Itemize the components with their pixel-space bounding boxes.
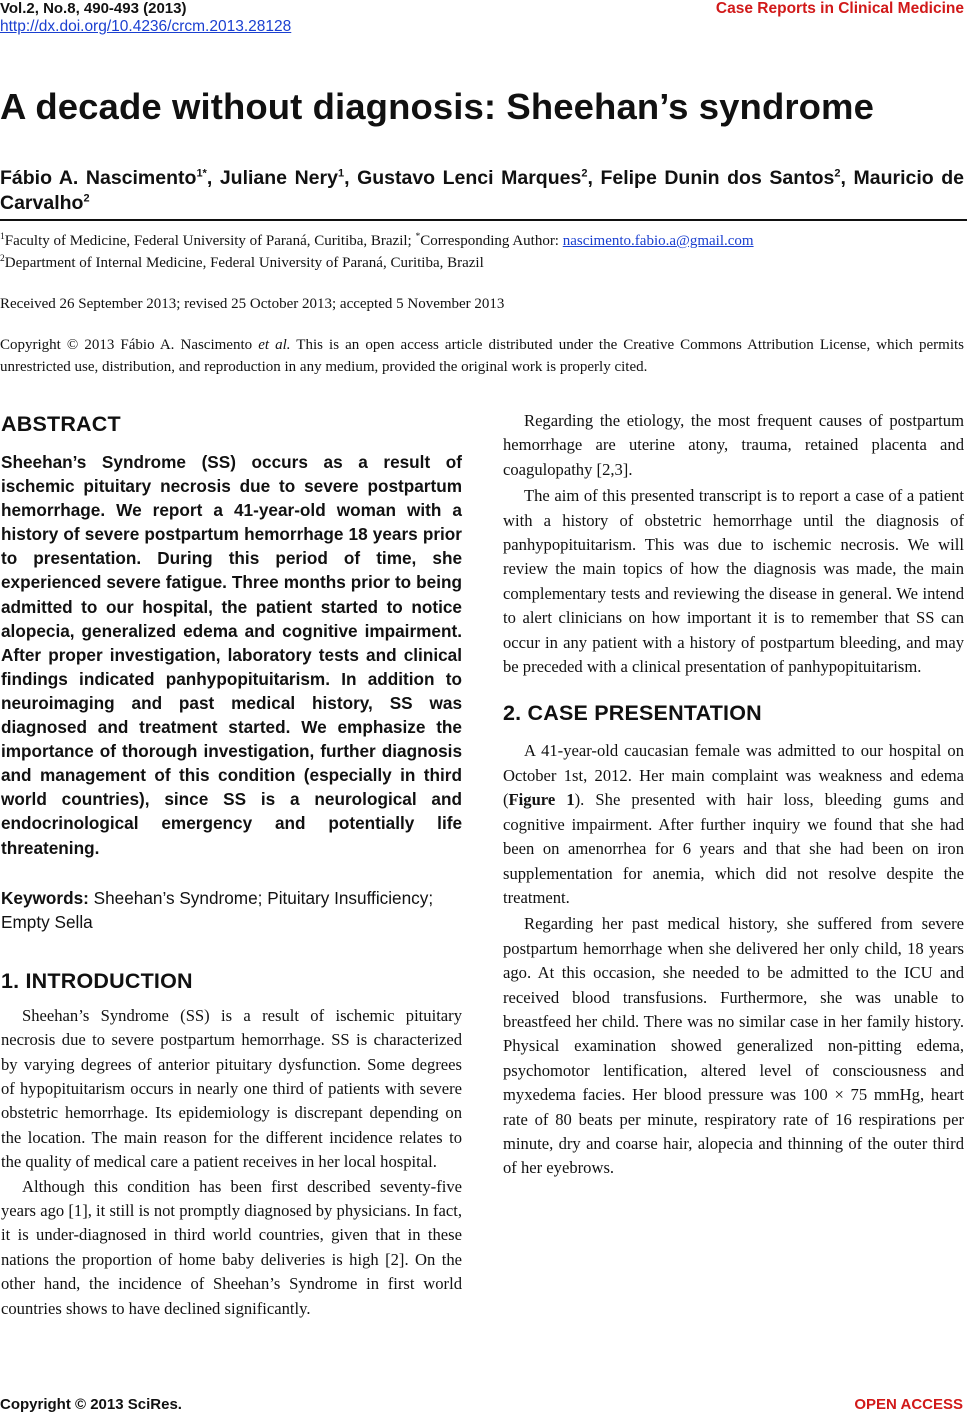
author-name: Fábio A. Nascimento: [0, 167, 197, 189]
abstract-heading: ABSTRACT: [1, 412, 121, 436]
figure-1-reference[interactable]: Figure 1: [508, 790, 575, 810]
affiliation-2: [0, 252, 484, 274]
citation-line: Vol.2, No.8, 490-493 (2013): [0, 0, 187, 17]
author-name: Felipe Dunin dos Santos: [600, 167, 835, 189]
affiliation-2-marker: 2: [0, 254, 5, 264]
copyright-notice-post: This is an open access article distributed under the Creative Commons Attribution License, which permits unrestricted use, distribution, and reproduction in any medium, provided the original work is properly cited.: [0, 337, 964, 375]
copyright-notice-etal: et al.: [258, 337, 291, 353]
footer-copyright: Copyright © 2013 SciRes.: [0, 1396, 182, 1413]
intro-paragraph-1: Sheehan’s Syndrome (SS) is a result of ischemic pituitary necrosis due to severe postpartum hemorrhage. SS is characterized by varying degrees of anterior pituitary dysfunction. Some degrees of hypopituitarism occurs in nearly one third of patients with severe obstetric hemorrhage. Its epidemiology is discrepant depending on the location. The main reason for the different incidence relates to the quality of medical care a patient receives in her local hospital.: [1, 1005, 462, 1172]
author-affiliation-marker: 2: [581, 167, 588, 180]
author-name: Juliane Nery: [219, 167, 338, 189]
author-separator: ,: [587, 167, 601, 189]
author-affiliation-marker: 2: [834, 167, 841, 180]
intro-paragraph-2-start: Although this condition has been first described seventy-five years ago [1], it still is not promptly diagnosed by physicians. In fact, it is under-diagnosed in third world countries, given that in these nations the proportion of home baby deliveries is high [2]. On the other hand, the incidence of Sheehan’s Syndrome in first world countries shows to have declined significantly.: [1, 1176, 462, 1318]
left-column: [1, 409, 462, 1321]
case-paragraph-1-pre: A 41-year-old caucasian female was admitted to our hospital on October 1st, 2012. Her main complaint was weakness and edema (: [503, 741, 964, 810]
case-paragraph-1: [503, 739, 964, 910]
keywords-label: Keywords:: [1, 887, 89, 908]
footer-open-access: OPEN ACCESS: [854, 1396, 963, 1413]
author-separator: ,: [206, 167, 220, 189]
intro-paragraph-4: The aim of this presented transcript is to report a case of a patient with a history of obstetric hemorrhage until the diagnosis of panhypopituitarism. This was due to ischemic necrosis. We will review the main topics of how the diagnosis was made, the main complementary tests and reviewing the disease in general. We intend to alert clinicians on how important it is to remember that SS can occur in any patient with a history of postpartum bleeding, and may be preceded with a clinical presentation of panhypopituitarism.: [503, 486, 964, 677]
author-list: [0, 166, 964, 216]
introduction-heading: 1. INTRODUCTION: [1, 968, 193, 993]
copyright-notice: [0, 334, 964, 378]
author-separator: ,: [840, 167, 854, 189]
case-paragraph-1-post: ). She presented with hair loss, bleeding gums and cognitive impairment. After further inquiry we found that she had been on amenorrhea for 6 years and that she had been on iron supplementation for anemia, which did not resolve despite the treatment.: [503, 790, 964, 907]
abstract-text: Sheehan’s Syndrome (SS) occurs as a result of ischemic pituitary necrosis due to severe postpartum hemorrhage. We report a 41-year-old woman with a history of severe postpartum hemorrhage 18 years prior to presentation. During this period of time, she experienced severe fatigue. Three months prior to being admitted to our hospital, the patient started to notice alopecia, generalized edema and cognitive impairment. After proper investigation, laboratory tests and clinical findings indicated panhypopituitarism. In addition to neuroimaging and past medical history, SS was diagnosed and treatment started. We emphasize the importance of thorough investigation, further diagnosis and management of this condition (especially in third world countries), since SS is a neurological and endocrinological emergency and potentially life threatening.: [1, 452, 462, 858]
affiliation-1-text: Faculty of Medicine, Federal University of Paraná, Curitiba, Brazil;: [4, 233, 416, 249]
case-presentation-heading: 2. CASE PRESENTATION: [503, 701, 762, 726]
corresponding-label: Corresponding Author:: [420, 233, 563, 249]
right-column: [503, 409, 964, 1181]
journal-name: Case Reports in Clinical Medicine: [715, 0, 964, 17]
title-divider: [0, 219, 967, 221]
author-affiliation-marker: 2: [83, 192, 90, 205]
affiliation-1-marker: 1: [0, 232, 5, 242]
keywords: [1, 886, 462, 934]
article-title: A decade without diagnosis: Sheehan’s syndrome: [0, 86, 875, 127]
affiliation-2-text: Department of Internal Medicine, Federal University of Paraná, Curitiba, Brazil: [4, 255, 484, 271]
copyright-notice-pre: Copyright © 2013 Fábio A. Nascimento: [0, 337, 259, 353]
case-paragraph-2: Regarding her past medical history, she suffered from severe postpartum hemorrhage when she delivered her only child, 18 years ago. At this occasion, she needed to be admitted to the ICU and received blood transfusions. Furthermore, she was unable to breastfeed her child. There was no similar case in her family history. Physical examination showed generalized non-pitting edema, psychomotor lentification, altered level of consciousness and myxedema facies. Her blood pressure was 100 × 75 mmHg, heart rate of 80 beats per minute, respiratory rate of 16 respirations per minute, dry and coarse hair, alopecia and thinning of the outer third of her eyebrows.: [503, 914, 964, 1178]
corresponding-email-link[interactable]: nascimento.fabio.a@gmail.com: [562, 233, 754, 249]
author-name: Mauricio de Carvalho: [0, 167, 964, 214]
received-dates: Received 26 September 2013; revised 25 October 2013; accepted 5 November 2013: [0, 296, 505, 312]
affiliation-1: [0, 230, 754, 252]
author-separator: ,: [344, 167, 358, 189]
corresponding-marker: *: [415, 232, 421, 242]
intro-paragraph-3: Regarding the etiology, the most frequent causes of postpartum hemorrhage are uterine atony, trauma, retained placenta and coagulopathy [2,3].: [503, 411, 964, 479]
keywords-text: Sheehan’s Syndrome; Pituitary Insufficiency; Empty Sella: [1, 887, 434, 932]
author-affiliation-marker: 1: [337, 167, 345, 180]
author-affiliation-marker: 1*: [196, 167, 207, 180]
doi-link[interactable]: http://dx.doi.org/10.4236/crcm.2013.28128: [0, 18, 292, 35]
author-name: Gustavo Lenci Marques: [357, 167, 582, 189]
